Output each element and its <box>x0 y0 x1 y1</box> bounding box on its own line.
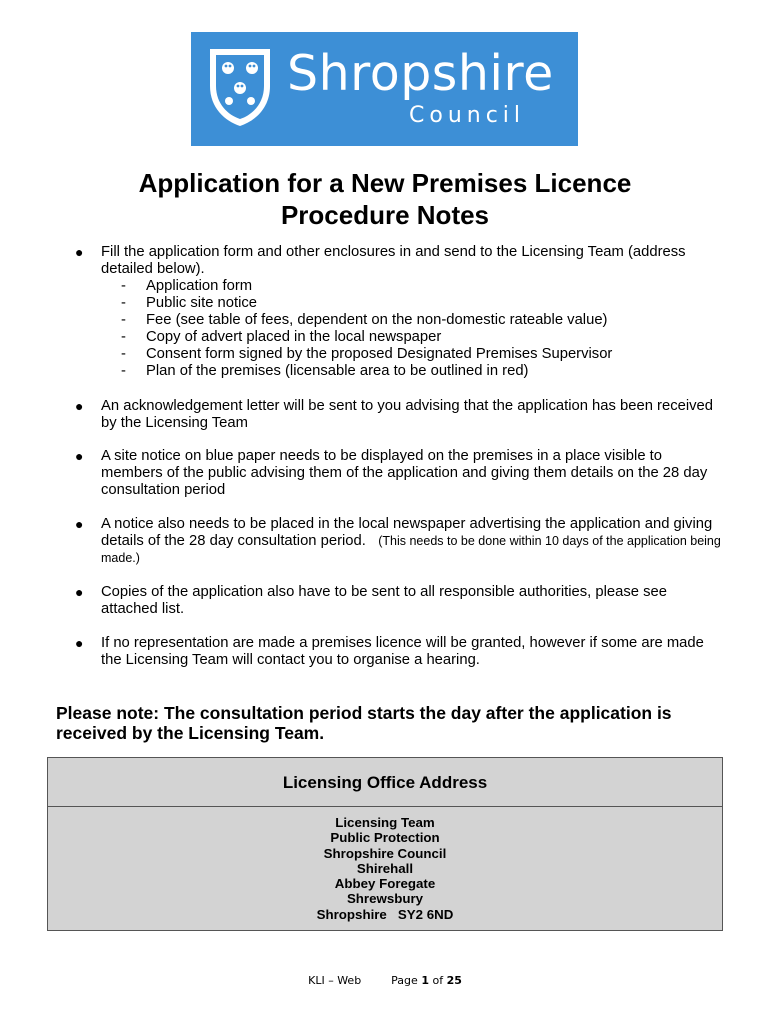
sub-item-text: Fee (see table of fees, dependent on the non-domestic rateable value) <box>146 312 608 328</box>
bullet-icon: ● <box>75 398 84 414</box>
list-item <box>75 244 721 380</box>
list-item-text: An acknowledgement letter will be sent to you advising that the application has been received by the Licensing Team <box>101 398 713 431</box>
sub-item-text: Public site notice <box>146 295 258 311</box>
bullet-icon: ● <box>75 635 84 651</box>
bullet-icon: ● <box>75 584 84 600</box>
address-line: Public Protection <box>330 830 440 846</box>
logo-subtitle: Council <box>409 103 526 128</box>
sub-item: - Fee (see table of fees, dependent on the non-domestic rateable value) <box>101 312 721 329</box>
address-line: Shropshire SY2 6ND <box>316 906 454 922</box>
sub-item: - Consent form signed by the proposed Designated Premises Supervisor <box>101 346 721 363</box>
list-item-text <box>101 516 721 567</box>
list-item-main: A notice also needs to be placed in the local newspaper advertising the application and giving details of the 28 day consultation period. <box>101 516 713 549</box>
address-line: Licensing Team <box>335 815 435 830</box>
council-logo <box>191 32 578 146</box>
sub-item: - Application form <box>101 278 721 295</box>
sub-item-text: Plan of the premises (licensable area to be outlined in red) <box>146 363 529 379</box>
address-line: Shirehall <box>356 860 414 876</box>
footer-of: of <box>432 974 444 987</box>
sub-item: - Public site notice <box>101 295 721 312</box>
list-item <box>75 635 721 669</box>
logo-name: Shropshire <box>287 45 554 102</box>
footer-page-number: 1 <box>421 974 429 987</box>
sub-item: - Plan of the premises (licensable area to be outlined in red) <box>101 363 721 380</box>
address-lines <box>48 815 722 922</box>
bullet-icon: ● <box>75 448 84 464</box>
footer-ref: KLI – Web <box>308 974 362 987</box>
footer-page-total: 25 <box>446 974 462 987</box>
sub-item: - Copy of advert placed in the local newspaper <box>101 329 721 346</box>
list-item-text: If no representation are made a premises licence will be granted, however if some are made the Licensing Team will contact you to organise a hearing. <box>101 635 704 668</box>
list-item <box>75 448 721 499</box>
address-line: Shrewsbury <box>346 891 424 907</box>
list-item <box>75 584 721 618</box>
consultation-note: Please note: The consultation period starts the day after the application is received by the Licensing Team. <box>56 703 672 743</box>
list-item-text: A site notice on blue paper needs to be displayed on the premises in a place visible to members of the public advising them of the application and giving them details on the 28 day consultation period <box>101 448 708 498</box>
address-table <box>47 757 723 931</box>
sub-item-text: Application form <box>146 278 253 294</box>
sub-item-text: Consent form signed by the proposed Designated Premises Supervisor <box>146 346 613 362</box>
list-item <box>75 516 721 567</box>
footer-page-label: Page <box>391 974 418 987</box>
list-item-aside: (This needs to be done within 10 days of the application being made.) <box>101 534 721 565</box>
bullet-icon: ● <box>75 244 84 260</box>
address-line: Abbey Foregate <box>334 876 436 892</box>
address-line: Shropshire Council <box>323 845 447 861</box>
council-crest-icon <box>207 46 273 128</box>
page-subtitle: Procedure Notes <box>280 200 490 230</box>
list-item-text: Copies of the application also have to be sent to all responsible authorities, please see attached list. <box>101 584 667 617</box>
address-heading: Licensing Office Address <box>48 758 722 807</box>
bullet-icon: ● <box>75 516 84 532</box>
list-item <box>75 398 721 432</box>
list-item-text: Fill the application form and other enclosures in and send to the Licensing Team (address detailed below). <box>101 244 686 277</box>
page-footer <box>0 974 770 987</box>
sub-item-text: Copy of advert placed in the local newspaper <box>146 329 442 345</box>
page-title: Application for a New Premises Licence <box>138 168 632 198</box>
